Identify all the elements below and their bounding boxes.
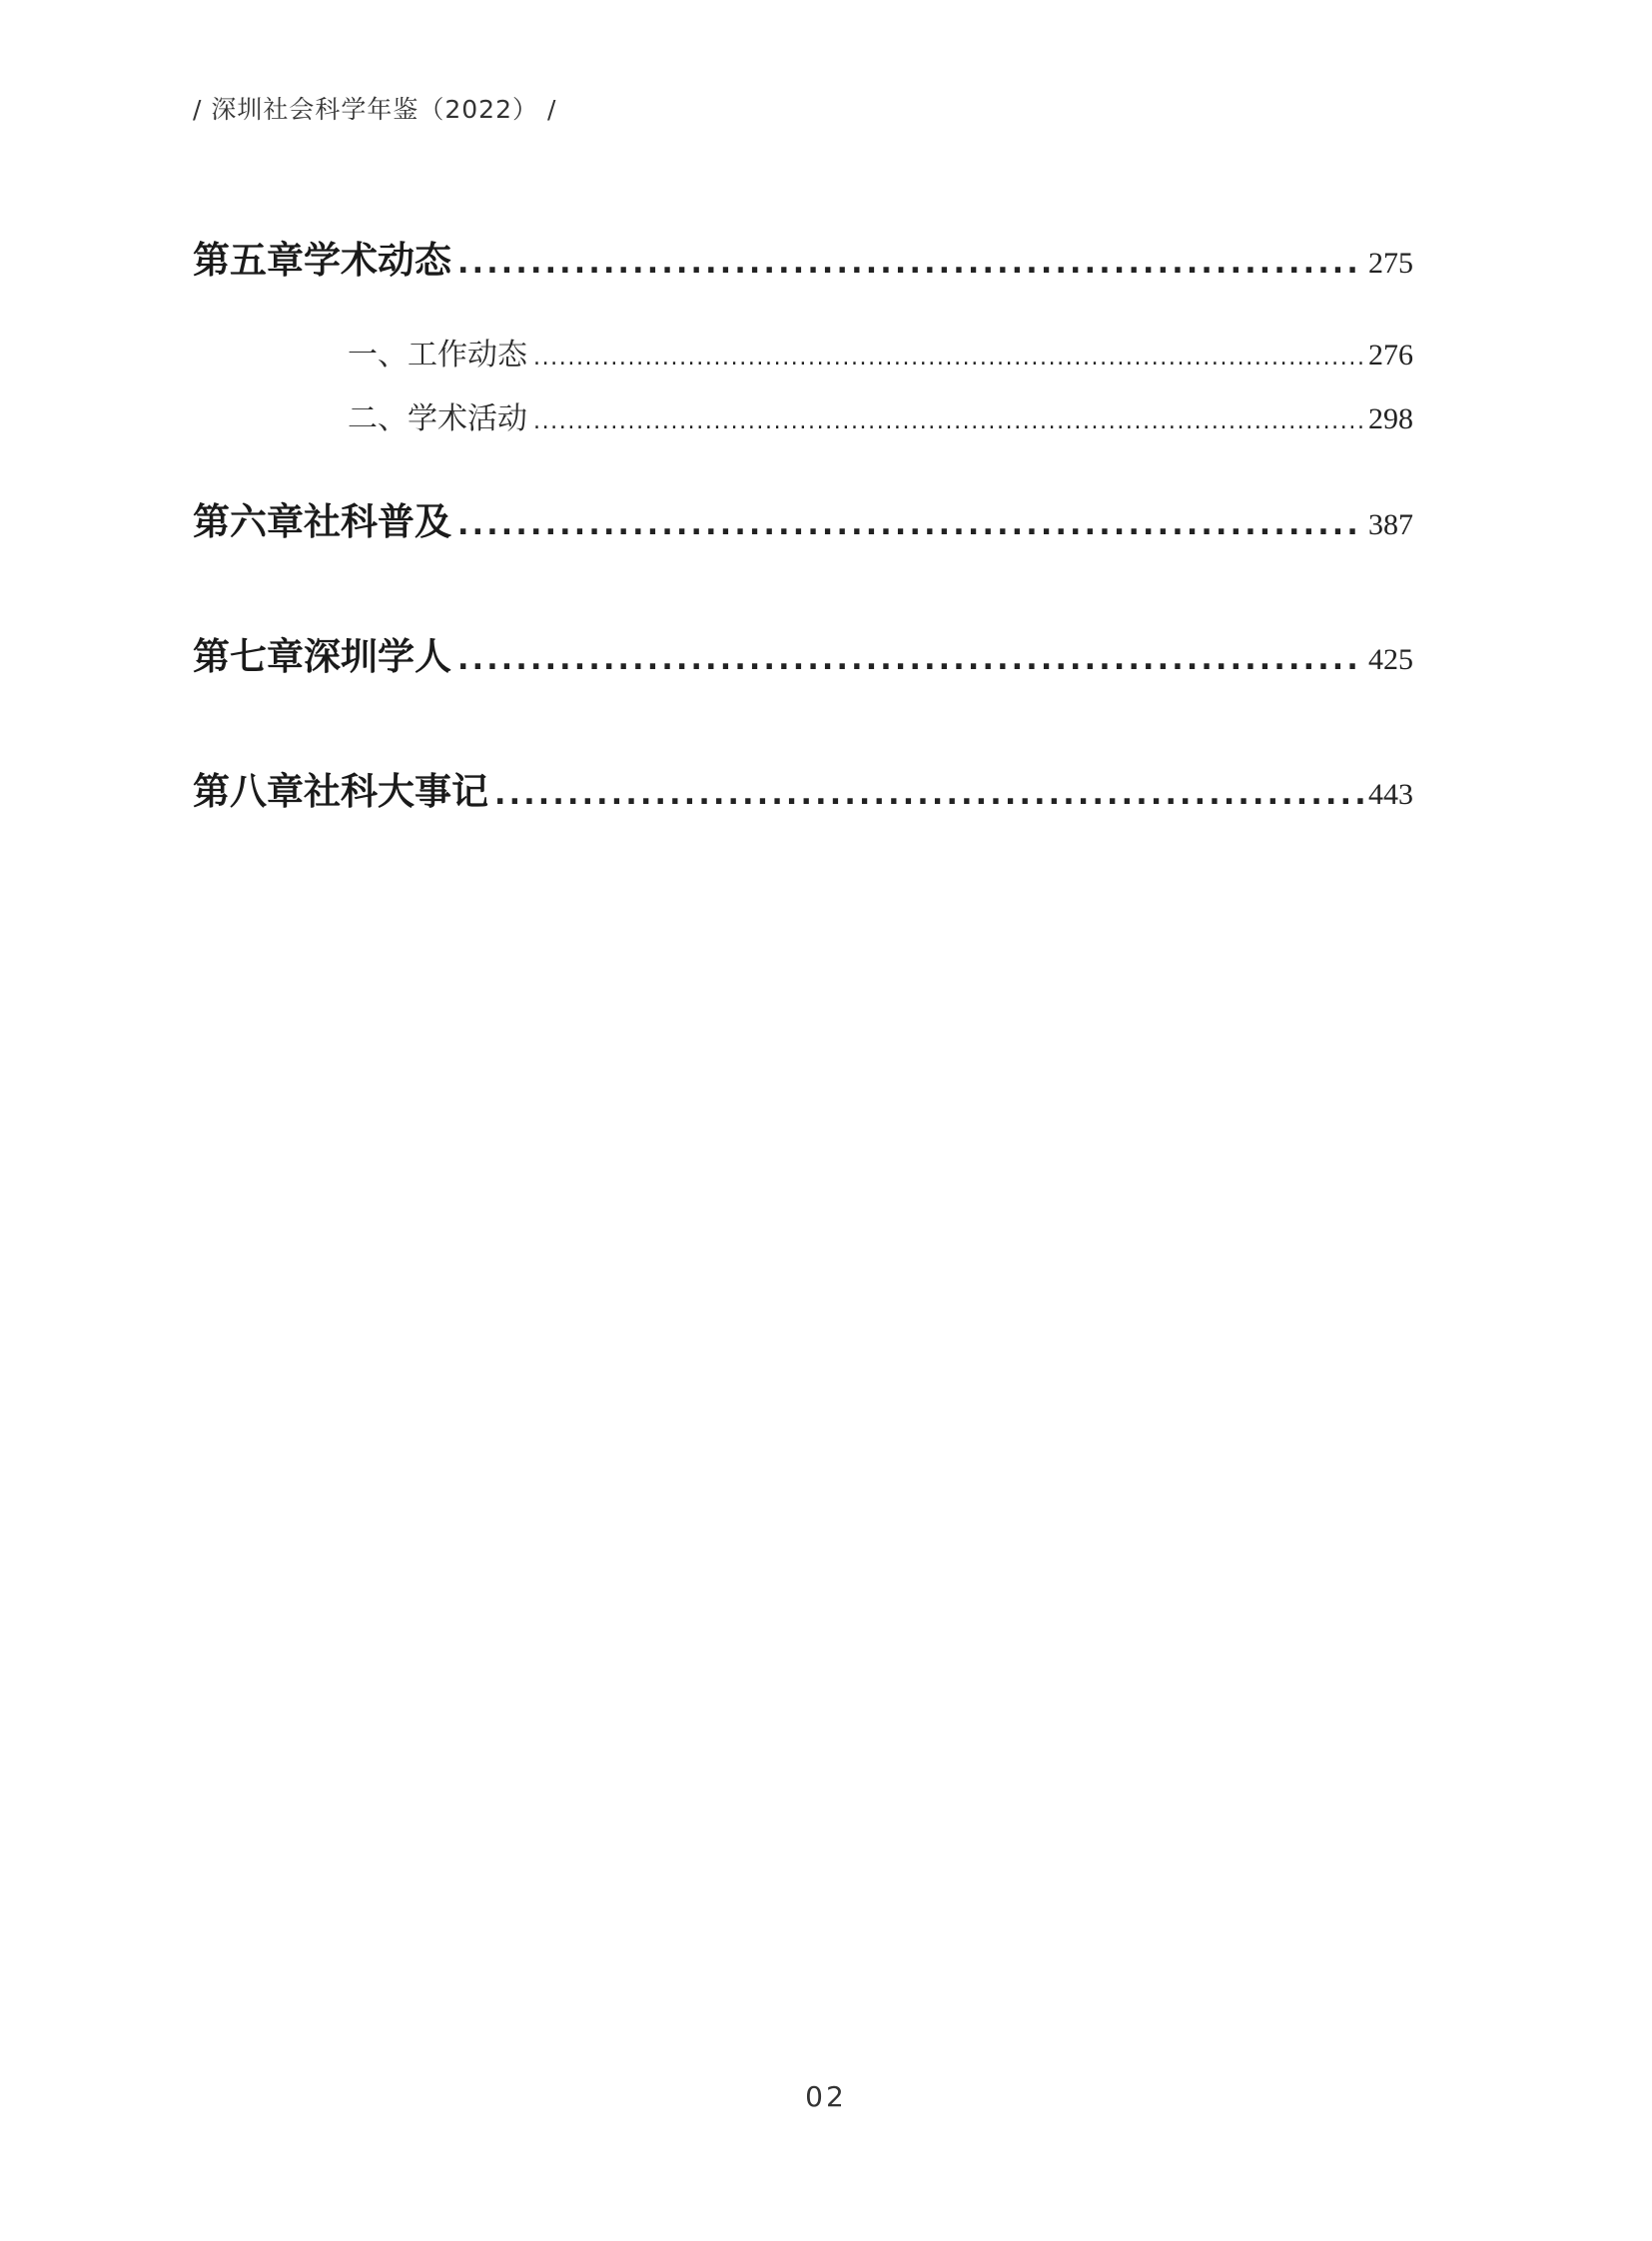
- chapter-number: 第八章: [193, 770, 304, 813]
- dot-leader: [457, 642, 1364, 677]
- page-number: 276: [1368, 339, 1413, 372]
- toc-entry-chapter-7[interactable]: [193, 626, 1413, 680]
- chapter-title: 深圳学人: [304, 635, 451, 678]
- chapter-title: 学术动态: [304, 239, 451, 282]
- running-header: / 深圳社会科学年鉴（2022） /: [193, 95, 557, 124]
- section-title: 一、工作动态: [348, 338, 527, 373]
- page-number: 275: [1368, 247, 1413, 280]
- page-number: 425: [1368, 643, 1413, 676]
- toc-entry-section-academic-activities[interactable]: [348, 393, 1413, 437]
- chapter-number: 第五章: [193, 239, 304, 282]
- chapter-title: 社科普及: [304, 500, 451, 543]
- chapter-title: 社科大事记: [304, 770, 488, 813]
- dot-leader: [494, 777, 1364, 812]
- page-number: 387: [1368, 508, 1413, 541]
- page-number: 443: [1368, 778, 1413, 811]
- dot-leader: [533, 346, 1364, 371]
- toc-entry-chapter-6[interactable]: [193, 491, 1413, 545]
- chapter-number: 第六章: [193, 500, 304, 543]
- toc-entry-chapter-8[interactable]: [193, 761, 1413, 815]
- dot-leader: [457, 507, 1364, 542]
- toc-entry-chapter-5[interactable]: [193, 230, 1413, 284]
- toc-entry-section-work-news[interactable]: [348, 330, 1413, 374]
- chapter-number: 第七章: [193, 635, 304, 678]
- dot-leader: [533, 409, 1364, 434]
- page-number-footer: 02: [805, 2080, 847, 2113]
- section-title: 二、学术活动: [348, 401, 527, 436]
- dot-leader: [457, 246, 1364, 281]
- page-number: 298: [1368, 402, 1413, 435]
